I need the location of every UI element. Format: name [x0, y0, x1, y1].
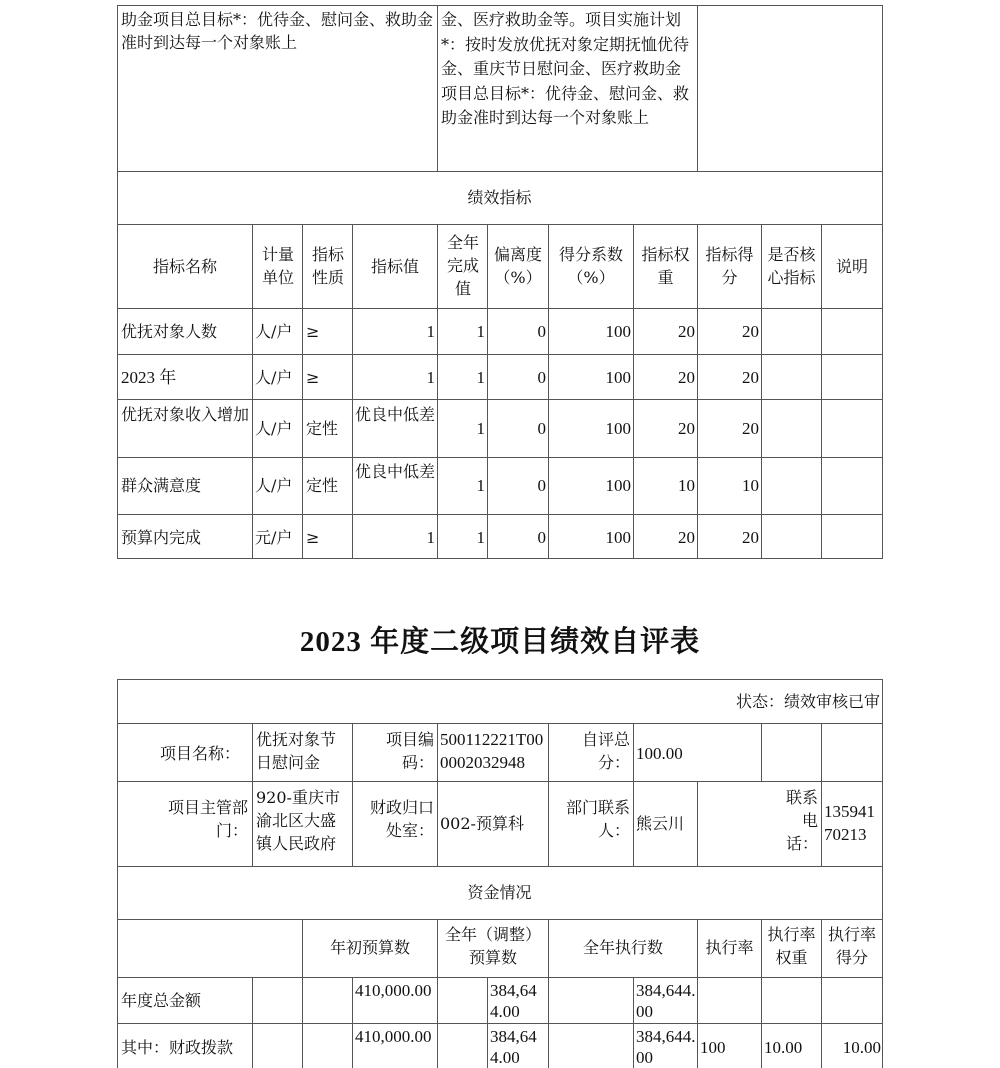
cell-actual: 1 — [476, 368, 485, 387]
header-weight: 指标权重 — [641, 245, 690, 287]
funds-cell-label: 年度总金额 — [121, 991, 202, 1010]
finance-office-value: 002-预算科 — [440, 814, 524, 833]
cell-name: 预算内完成 — [121, 528, 202, 547]
cell-weight: 20 — [678, 528, 695, 547]
header-deviation: 偏离度（%） — [493, 245, 542, 287]
cell-nature: ≥ — [306, 528, 320, 547]
section-title: 绩效指标 — [467, 188, 532, 207]
project-code-label: 项目编码： — [385, 730, 434, 772]
cell-coef: 100 — [605, 528, 631, 547]
header-core: 是否核心指标 — [767, 245, 816, 287]
cell-name: 2023 年 — [121, 368, 177, 387]
funds-cell-rate: 100 — [700, 1038, 726, 1057]
cell-weight: 20 — [678, 419, 695, 438]
dept-value: 920-重庆市渝北区大盛镇人民政府 — [256, 788, 340, 853]
cell-coef: 100 — [605, 322, 631, 341]
cell-nature: ≥ — [306, 322, 320, 341]
cell-nature: 定性 — [306, 419, 339, 438]
funds-header-executed: 全年执行数 — [582, 938, 663, 957]
finance-office-label: 财政归口处室： — [369, 798, 434, 840]
contact-label: 部门联系人： — [565, 798, 630, 840]
cell-target: 1 — [426, 322, 435, 341]
cell-deviation: 0 — [537, 476, 546, 495]
cell-name: 群众满意度 — [121, 476, 202, 495]
header-indicator-name: 指标名称 — [152, 257, 217, 276]
funds-section-title: 资金情况 — [467, 883, 532, 902]
funds-cell-score: 10.00 — [842, 1038, 881, 1057]
cell-coef: 100 — [605, 476, 631, 495]
cell-unit: 元/户 — [255, 528, 293, 547]
funds-cell-executed: 384,644.00 — [636, 981, 696, 1021]
cell-nature: 定性 — [306, 476, 339, 495]
funds-header-rate: 执行率 — [705, 938, 754, 957]
project-name-label: 项目名称： — [159, 744, 240, 763]
cell-target: 优良中低差 — [355, 462, 436, 481]
header-score: 指标得分 — [705, 245, 754, 287]
funds-cell-adjusted: 384,644.00 — [490, 1027, 537, 1067]
header-target: 指标值 — [370, 257, 419, 276]
self-score-value: 100.00 — [636, 744, 683, 763]
cell-coef: 100 — [605, 368, 631, 387]
cell-weight: 20 — [678, 368, 695, 387]
cell-deviation: 0 — [537, 322, 546, 341]
dept-label: 项目主管部门： — [167, 798, 248, 840]
cell-deviation: 0 — [537, 368, 546, 387]
header-unit: 计量单位 — [261, 245, 294, 287]
cell-actual: 1 — [476, 322, 485, 341]
cell-score: 20 — [742, 368, 759, 387]
header-actual: 全年完成值 — [446, 233, 479, 298]
cell-name: 优抚对象人数 — [121, 322, 218, 341]
cell-unit: 人/户 — [255, 419, 293, 438]
funds-cell-initial: 410,000.00 — [355, 981, 432, 1000]
phone-label: 联系电话： — [785, 788, 818, 853]
cell-coef: 100 — [605, 419, 631, 438]
cell-actual: 1 — [476, 476, 485, 495]
header-note: 说明 — [835, 257, 868, 276]
cell-score: 20 — [742, 528, 759, 547]
funds-cell-initial: 410,000.00 — [355, 1027, 432, 1046]
cell-deviation: 0 — [537, 528, 546, 547]
project-plan-text: 金、医疗救助金等。项目实施计划*：按时发放优抚对象定期抚恤优待金、重庆节日慰问金、医疗救助金项目总目标*：优待金、慰问金、救助金准时到达每一个对象账上 — [441, 10, 690, 127]
contact-value: 熊云川 — [636, 814, 685, 833]
funds-cell-label: 其中：财政拨款 — [121, 1038, 234, 1057]
cell-unit: 人/户 — [255, 368, 293, 387]
funds-header-initial: 年初预算数 — [329, 938, 410, 957]
project-code-value: 500112221T000002032948 — [440, 730, 544, 772]
cell-actual: 1 — [476, 528, 485, 547]
cell-weight: 20 — [678, 322, 695, 341]
cell-score: 20 — [742, 322, 759, 341]
cell-target: 1 — [426, 528, 435, 547]
phone-value: 13594170213 — [824, 802, 875, 844]
funds-header-rate-weight: 执行率权重 — [767, 925, 816, 967]
cell-actual: 1 — [476, 419, 485, 438]
project-name-value: 优抚对象节日慰问金 — [256, 730, 337, 772]
funds-cell-weight: 10.00 — [764, 1038, 803, 1057]
funds-cell-adjusted: 384,644.00 — [490, 981, 537, 1021]
cell-target: 优良中低差 — [355, 405, 436, 424]
cell-weight: 10 — [678, 476, 695, 495]
cell-unit: 人/户 — [255, 476, 293, 495]
cell-deviation: 0 — [537, 419, 546, 438]
cell-unit: 人/户 — [255, 322, 293, 341]
funds-cell-executed: 384,644.00 — [636, 1027, 696, 1067]
status-text: 状态：绩效审核已审 — [735, 692, 880, 711]
cell-nature: ≥ — [306, 368, 320, 387]
self-score-label: 自评总分： — [581, 730, 630, 772]
cell-score: 10 — [742, 476, 759, 495]
cell-name: 优抚对象收入增加 — [121, 405, 250, 424]
header-nature: 指标性质 — [311, 245, 344, 287]
project-goal-text: 助金项目总目标*：优待金、慰问金、救助金准时到达每一个对象账上 — [121, 10, 434, 52]
funds-header-rate-score: 执行率得分 — [827, 925, 876, 967]
header-coef: 得分系数（%） — [558, 245, 623, 287]
cell-target: 1 — [426, 368, 435, 387]
cell-score: 20 — [742, 419, 759, 438]
page-title: 2023 年度二级项目绩效自评表 — [299, 626, 701, 658]
funds-header-adjusted: 全年（调整）预算数 — [445, 925, 542, 967]
